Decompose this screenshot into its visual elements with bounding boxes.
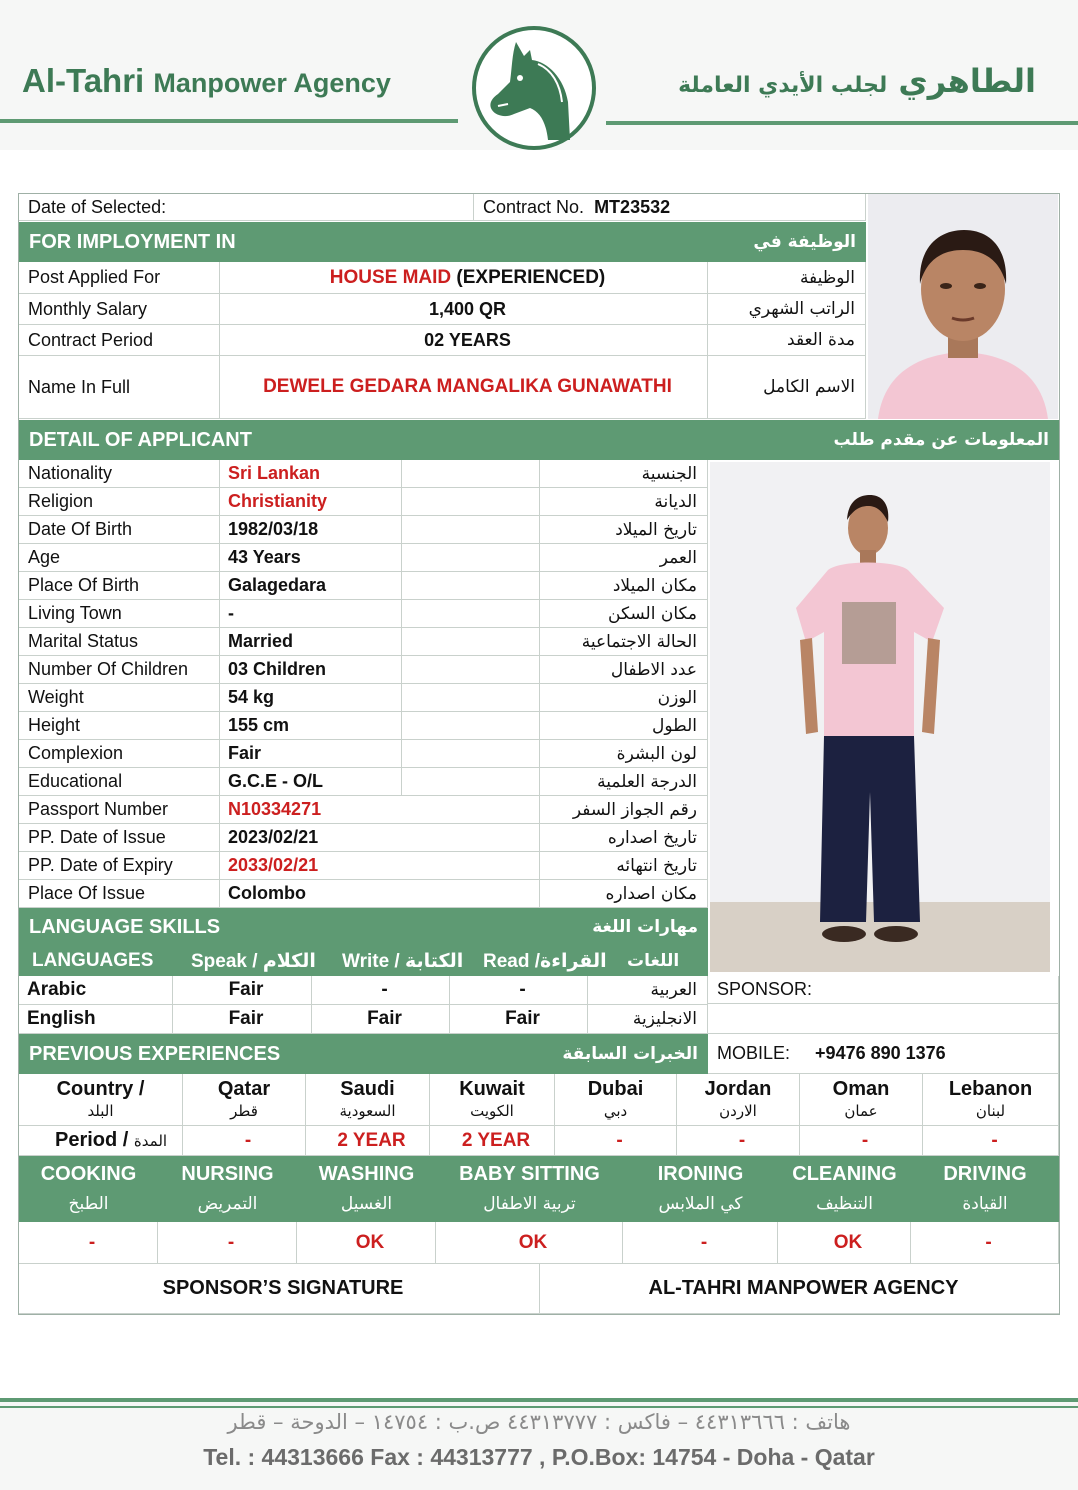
applicant-value: - [220,600,402,628]
mobile-field: MOBILE: +9476 890 1376 [708,1034,1059,1074]
language-read: Fair [450,1005,588,1034]
passport-photo [868,194,1058,419]
applicant-label: Educational [19,768,220,796]
language-speak: Fair [173,976,312,1005]
post-label-ar: الوظيفة [708,262,866,294]
full-body-photo [710,462,1050,972]
skill-value: OK [778,1222,911,1264]
applicant-label: Number Of Children [19,656,220,684]
applicant-section-header: DETAIL OF APPLICANT المعلومات عن مقدم طلب [19,420,1059,460]
applicant-value: 1982/03/18 [220,516,402,544]
period-label: Contract Period [19,325,220,356]
sponsor-blank [708,1004,1059,1034]
applicant-value: 155 cm [220,712,402,740]
country-period: - [923,1126,1059,1156]
country-period: 2 YEAR [430,1126,555,1156]
applicant-blank [402,628,540,656]
employment-section-header: FOR IMPLOYMENT IN الوظيفة في [19,222,866,262]
applicant-label: Place Of Issue [19,880,220,908]
skill-header: DRIVING القيادة [911,1156,1059,1222]
skill-value: - [158,1222,297,1264]
country-cell: Kuwait الكويت [430,1074,555,1126]
applicant-blank [402,656,540,684]
country-period: - [800,1126,923,1156]
skill-header: IRONING كي الملابس [623,1156,778,1222]
applicant-label-ar: تاريخ اصداره [540,824,708,852]
applicant-label: Marital Status [19,628,220,656]
skill-value: OK [297,1222,436,1264]
skill-value: OK [436,1222,623,1264]
date-selected-label: Date of Selected: [19,194,474,221]
applicant-label-ar: الوزن [540,684,708,712]
applicant-label: PP. Date of Issue [19,824,220,852]
applicant-label: Passport Number [19,796,220,824]
footer-contact-arabic: هاتف : ٤٤٣١٣٦٦٦ – فاكس : ٤٤٣١٣٧٧٧ ص.ب : ١٤٧٥٤ – الدوحة – قطر [227,1410,851,1434]
language-read: - [450,976,588,1005]
applicant-value: Colombo [220,880,540,908]
header-rule-right [606,121,1078,125]
applicant-blank [402,572,540,600]
skill-header: COOKING الطبخ [19,1156,158,1222]
name-value: DEWELE GEDARA MANGALIKA GUNAWATHI [220,356,708,419]
applicant-label-ar: الحالة الاجتماعية [540,628,708,656]
applicant-label-ar: تاريخ انتهائه [540,852,708,880]
brand-name-arabic: الطاهري لجلب الأيدي العاملة [678,62,1036,100]
country-period: 2 YEAR [306,1126,430,1156]
skill-header: CLEANING التنظيف [778,1156,911,1222]
horse-head-logo-icon [468,22,600,154]
applicant-value: 43 Years [220,544,402,572]
applicant-label-ar: عدد الاطفال [540,656,708,684]
applicant-blank [402,600,540,628]
applicant-label-ar: الطول [540,712,708,740]
applicant-value: Sri Lankan [220,460,402,488]
skill-value: - [911,1222,1059,1264]
country-cell: Oman عمان [800,1074,923,1126]
country-period: - [555,1126,677,1156]
applicant-label-ar: مكان السكن [540,600,708,628]
applicant-label: Living Town [19,600,220,628]
country-cell: Lebanon لبنان [923,1074,1059,1126]
language-name-ar: العربية [588,976,708,1005]
period-header: Period / المدة [19,1126,183,1156]
sponsor-signature: SPONSOR’S SIGNATURE [19,1264,540,1314]
applicant-label: Place Of Birth [19,572,220,600]
applicant-label-ar: تاريخ الميلاد [540,516,708,544]
applicant-label: Age [19,544,220,572]
applicant-blank [402,516,540,544]
applicant-blank [402,488,540,516]
language-name: Arabic [19,976,173,1005]
footer-contact-english: Tel. : 44313666 Fax : 44313777 , P.O.Box: 14754 - Doha - Qatar [203,1444,875,1470]
header-rule-left [0,119,458,123]
applicant-value: 2023/02/21 [220,824,540,852]
applicant-blank [402,768,540,796]
post-label: Post Applied For [19,262,220,294]
applicant-label-ar: رقم الجواز السفر [540,796,708,824]
brand-name-english: Al-Tahri Manpower Agency [22,62,391,99]
applicant-label-ar: الدرجة العلمية [540,768,708,796]
country-cell: Dubai دبي [555,1074,677,1126]
language-write: - [312,976,450,1005]
language-columns-header: LANGUAGES Speak / الكلام Write / الكتابة Read /القراءة اللغات [19,946,708,976]
applicant-blank [402,460,540,488]
applicant-label: Complexion [19,740,220,768]
contract-number: Contract No. MT23532 [474,194,866,221]
applicant-label-ar: الجنسية [540,460,708,488]
applicant-label-ar: لون البشرة [540,740,708,768]
agency-signature: AL-TAHRI MANPOWER AGENCY [540,1264,1059,1314]
country-cell: Saudi السعودية [306,1074,430,1126]
language-write: Fair [312,1005,450,1034]
salary-value: 1,400 QR [220,294,708,325]
skill-value: - [19,1222,158,1264]
applicant-blank [402,740,540,768]
applicant-label-ar: العمر [540,544,708,572]
applicant-label: Weight [19,684,220,712]
language-name-ar: الانجليزية [588,1005,708,1034]
footer-rule-thin [0,1406,1078,1408]
applicant-label-ar: الديانة [540,488,708,516]
applicant-blank [402,544,540,572]
applicant-value: Married [220,628,402,656]
period-label-ar: مدة العقد [708,325,866,356]
country-period: - [677,1126,800,1156]
applicant-value: Fair [220,740,402,768]
applicant-label: Nationality [19,460,220,488]
applicant-value: 54 kg [220,684,402,712]
applicant-blank [402,712,540,740]
skill-header: NURSING التمريض [158,1156,297,1222]
experience-section-header: PREVIOUS EXPERIENCES الخبرات السابقة [19,1034,708,1074]
salary-label-ar: الراتب الشهري [708,294,866,325]
language-section-header: LANGUAGE SKILLS مهارات اللغة [19,908,708,946]
language-name: English [19,1005,173,1034]
applicant-label-ar: مكان الميلاد [540,572,708,600]
country-period: - [183,1126,306,1156]
applicant-blank [402,684,540,712]
country-cell: Qatar قطر [183,1074,306,1126]
applicant-value: Galagedara [220,572,402,600]
applicant-label-ar: مكان اصداره [540,880,708,908]
name-label-ar: الاسم الكامل [708,356,866,419]
applicant-value: 2033/02/21 [220,852,540,880]
post-value: HOUSE MAID (EXPERIENCED) [220,262,708,294]
applicant-value: G.C.E - O/L [220,768,402,796]
country-header: Country / البلد [19,1074,183,1126]
language-speak: Fair [173,1005,312,1034]
skill-header: BABY SITTING تربية الاطفال [436,1156,623,1222]
applicant-value: N10334271 [220,796,540,824]
applicant-value: 03 Children [220,656,402,684]
skill-header: WASHING الغسيل [297,1156,436,1222]
applicant-label: Height [19,712,220,740]
salary-label: Monthly Salary [19,294,220,325]
country-cell: Jordan الاردن [677,1074,800,1126]
name-label: Name In Full [19,356,220,419]
applicant-label: Religion [19,488,220,516]
sponsor-field: SPONSOR: [708,976,1059,1004]
skill-value: - [623,1222,778,1264]
applicant-label: Date Of Birth [19,516,220,544]
applicant-label: PP. Date of Expiry [19,852,220,880]
period-value: 02 YEARS [220,325,708,356]
applicant-value: Christianity [220,488,402,516]
